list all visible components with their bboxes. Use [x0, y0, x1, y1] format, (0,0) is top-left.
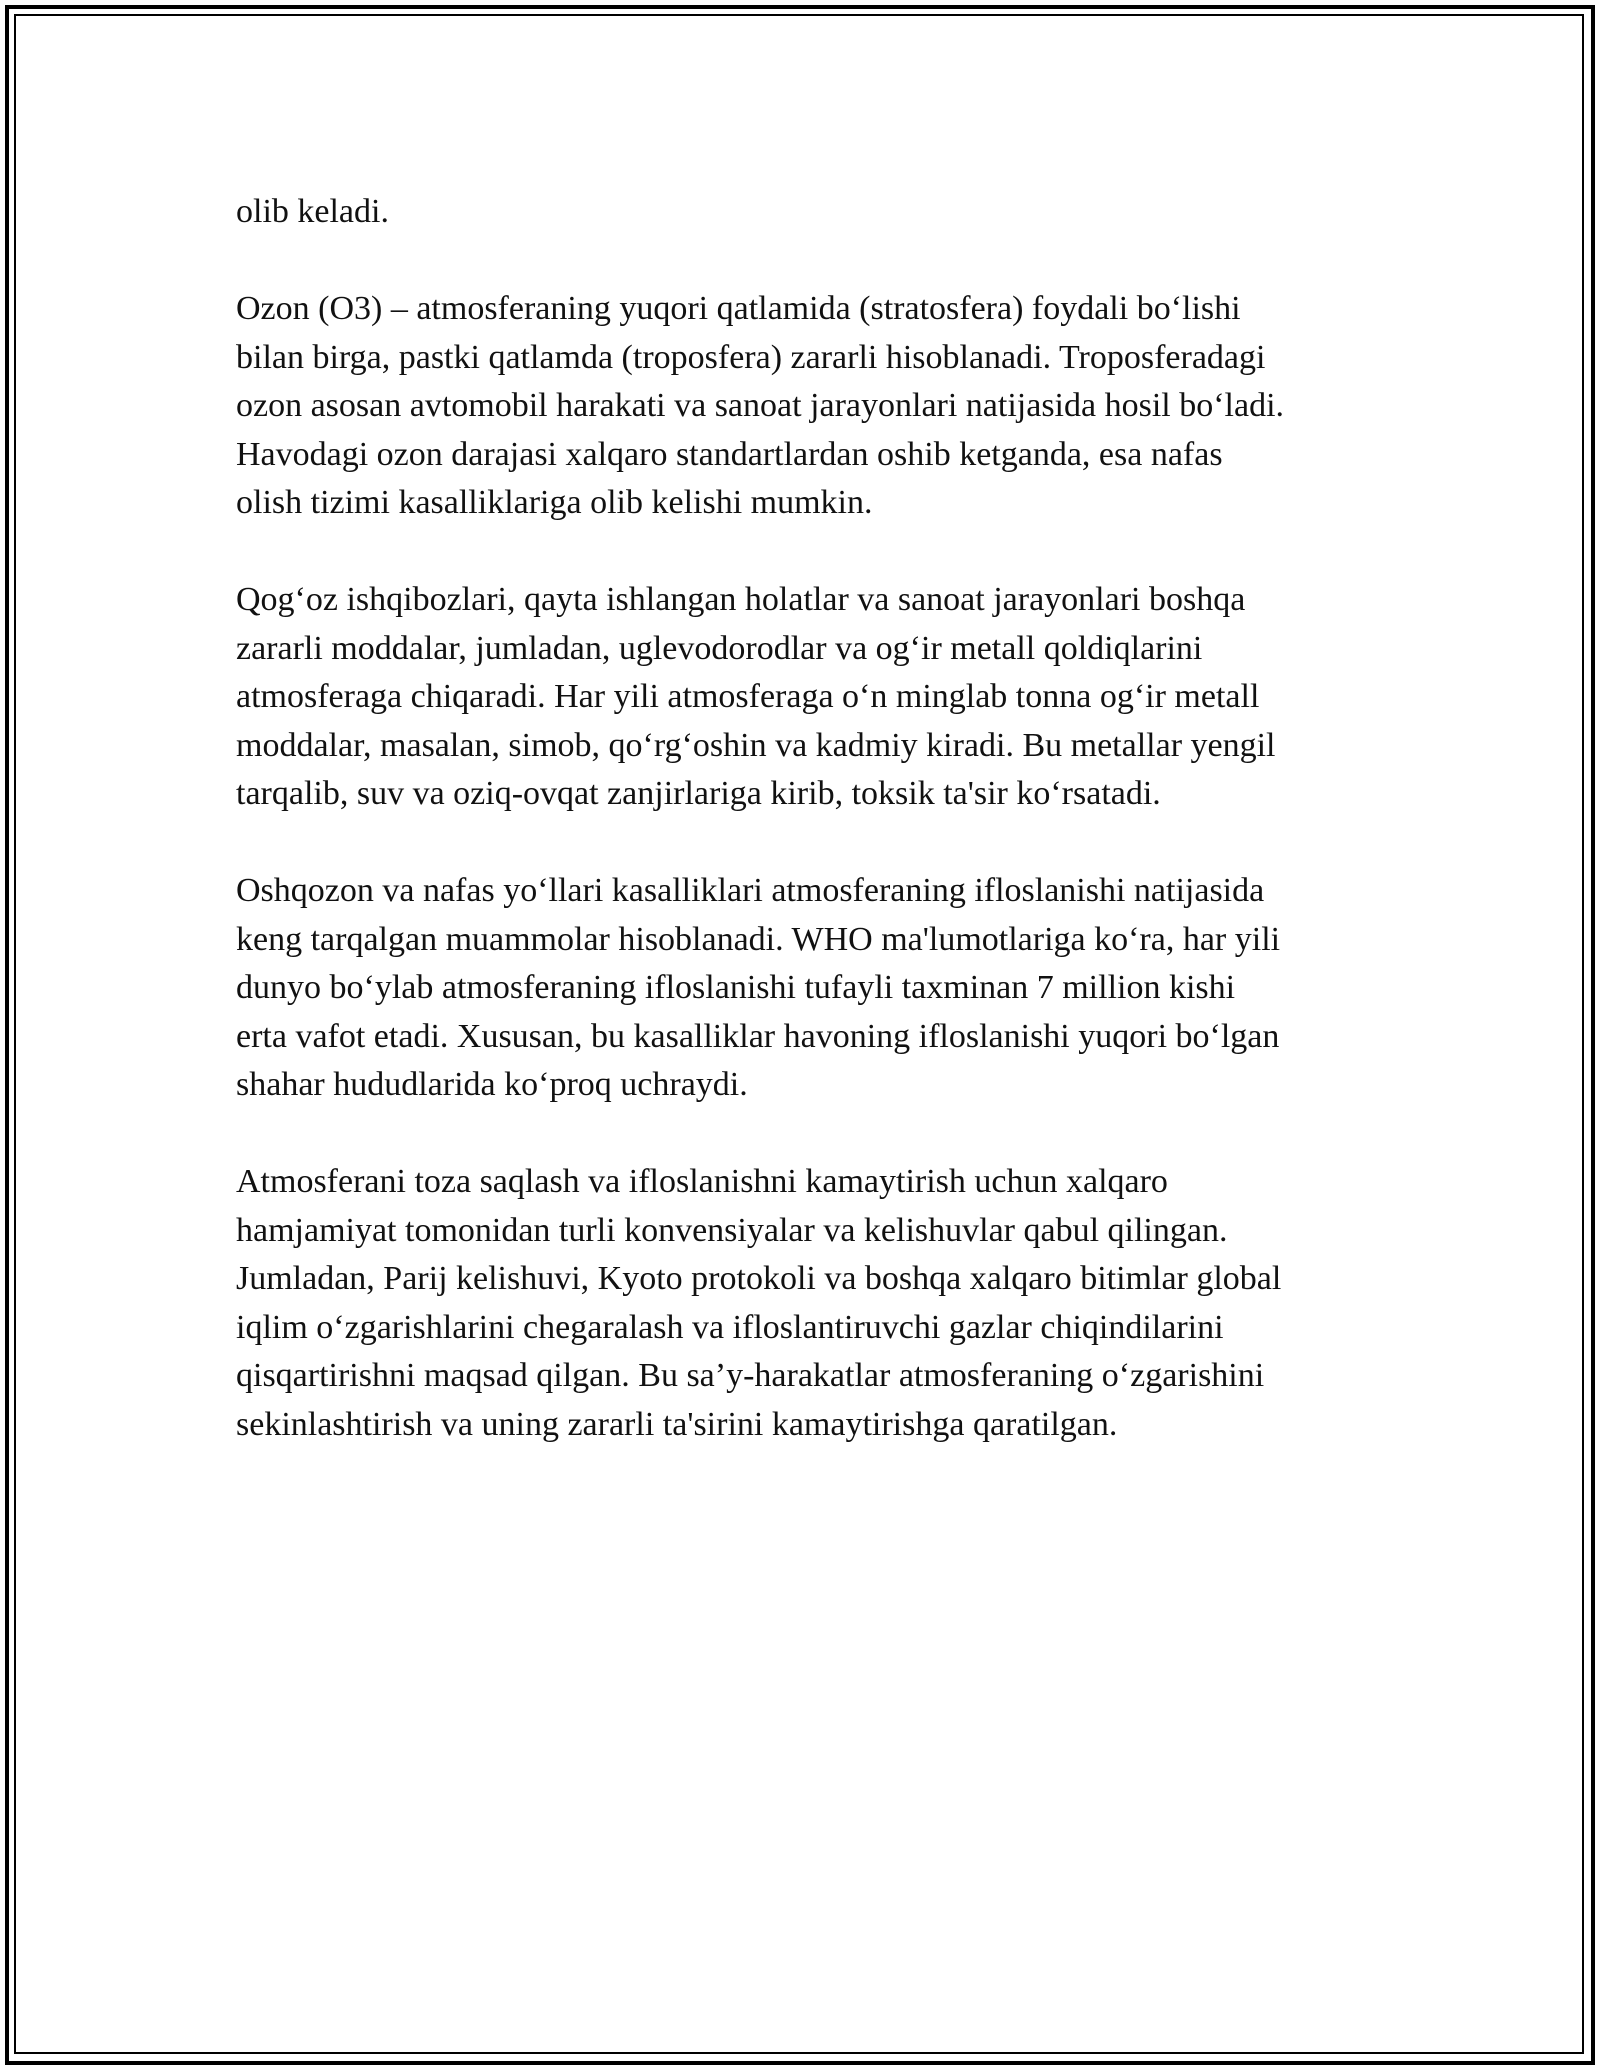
paragraph-diseases: Oshqozon va nafas yo‘llari kasalliklari atmosferaning ifloslanishi natijasida keng tarqalgan muammolar hisoblanadi. WHO ma'lumotlariga ko‘ra, har yili dunyo bo‘ylab atmosferaning ifloslanishi tufayli taxminan 7 million kishi erta vafot etadi. Xususan, bu kasalliklar havoning ifloslanishi yuqori bo‘lgan shahar hududlarida ko‘proq uchraydi. [236, 872, 1281, 1103]
paragraph-ozone: Ozon (O3) – atmosferaning yuqori qatlamida (stratosfera) foydali bo‘lishi bilan birga, pastki qatlamda (troposfera) zararli hisoblanadi. Troposferadagi ozon asosan avtomobil harakati va sanoat jarayonlari natijasida hosil bo‘ladi. Havodagi ozon darajasi xalqaro standartlardan oshib ketganda, esa nafas olish tizimi kasalliklariga olib kelishi mumkin. [236, 290, 1285, 521]
paragraph-heavy-metals: Qog‘oz ishqibozlari, qayta ishlangan holatlar va sanoat jarayonlari boshqa zararli moddalar, jumladan, uglevodorodlar va og‘ir metall qoldiqlarini atmosferaga chiqaradi. Har yili atmosferaga o‘n minglab tonna og‘ir metall moddalar, masalan, simob, qo‘rg‘oshin va kadmiy kiradi. Bu metallar yengil tarqalib, suv va oziq-ovqat zanjirlariga kirib, toksik ta'sir ko‘rsatadi. [236, 581, 1276, 812]
document-body [236, 188, 1386, 1498]
paragraph-continuation: olib keladi. [236, 193, 389, 230]
paragraph-international-agreements: Atmosferani toza saqlash va ifloslanishni kamaytirish uchun xalqaro hamjamiyat tomonidan turli konvensiyalar va kelishuvlar qabul qilingan. Jumladan, Parij kelishuvi, Kyoto protokoli va boshqa xalqaro bitimlar global iqlim o‘zgarishlarini chegaralash va ifloslantiruvchi gazlar chiqindilarini qisqartirishni maqsad qilgan. Bu sa’y-harakatlar atmosferaning o‘zgarishini sekinlashtirish va uning zararli ta'sirini kamaytirishga qaratilgan. [236, 1163, 1282, 1443]
